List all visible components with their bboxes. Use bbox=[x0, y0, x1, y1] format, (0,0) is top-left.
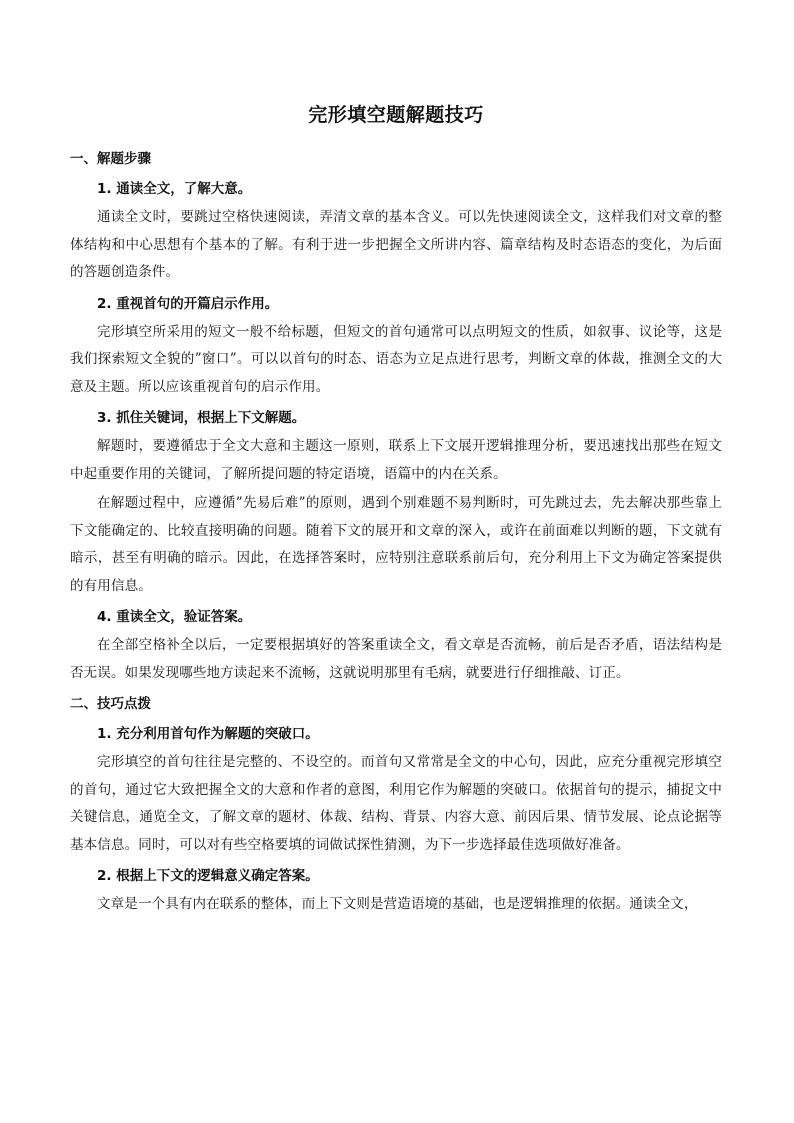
paragraph: 文章是一个具有内在联系的整体，而上下文则是营造语境的基础，也是逻辑推理的依据。通读全文， bbox=[97, 896, 698, 912]
section-heading: 一、解题步骤 bbox=[70, 151, 151, 167]
step-heading: 3. 抓住关键词，根据上下文解题。 bbox=[97, 410, 306, 426]
step-heading: 4. 重读全文，验证答案。 bbox=[97, 609, 252, 625]
step-heading: 1. 通读全文，了解大意。 bbox=[97, 181, 252, 197]
paragraph: 完形填空的首句往往是完整的、不设空的。而首句又常常是全文的中心句，因此，应充分重视完形填空的首句，通过它大致把握全文的大意和作者的意图，利用它作为解题的突破口。依据首句的提示，捕捉文中关键信息，通览全文，了解文章的题材、体裁、结构、背景、内容大意、前因后果、情节发展、论点论据等基本信息。同时，可以对有些空格要填的词做试探性猜测，为下一步选择最佳选项做好准备。 bbox=[70, 754, 722, 853]
document-title: 完形填空题解题技巧 bbox=[308, 104, 484, 126]
tip-heading: 1. 充分利用首句作为解题的突破口。 bbox=[97, 726, 319, 742]
paragraph: 通读全文时，要跳过空格快速阅读，弄清文章的基本含义。可以先快速阅读全文，这样我们对文章的整体结构和中心思想有个基本的了解。有利于进一步把握全文所讲内容、篇章结构及时态语态的变化，为后面的答题创造条件。 bbox=[70, 209, 722, 280]
paragraph: 解题时，要遵循忠于全文大意和主题这一原则，联系上下文展开逻辑推理分析，要迅速找出那些在短文中起重要作用的关键词，了解所提问题的特定语境，语篇中的内在关系。 bbox=[70, 438, 722, 482]
tip-heading: 2. 根据上下文的逻辑意义确定答案。 bbox=[97, 868, 319, 884]
section-tips bbox=[70, 689, 722, 919]
document-page bbox=[70, 100, 722, 921]
paragraph: 完形填空所采用的短文一般不给标题，但短文的首句通常可以点明短文的性质，如叙事、议论等，这是我们探索短文全貌的”窗口”。可以以首句的时态、语态为立足点进行思考，判断文章的体裁，推测全文的大意及主题。所以应该重视首句的启示作用。 bbox=[70, 323, 722, 395]
section-heading: 二、技巧点拨 bbox=[70, 696, 151, 712]
step-heading: 2. 重视首句的开篇启示作用。 bbox=[97, 295, 279, 312]
paragraph: 在全部空格补全以后，一定要根据填好的答案重读全文，看文章是否流畅，前后是否矛盾，语法结构是否无误。如果发现哪些地方读起来不流畅，这就说明那里有毛病，就要进行仔细推敲、订正。 bbox=[70, 637, 722, 681]
paragraph: 在解题过程中，应遵循”先易后难”的原则，遇到个别难题不易判断时，可先跳过去，先去解决那些靠上下文能确定的、比较直接明确的问题。随着下文的展开和文章的深入，或许在前面难以判断的题，下文就有暗示，甚至有明确的暗示。因此，在选择答案时，应特别注意联系前后句，充分利用上下文为确定答案提供的有用信息。 bbox=[70, 495, 722, 594]
section-solving-steps bbox=[70, 144, 722, 687]
